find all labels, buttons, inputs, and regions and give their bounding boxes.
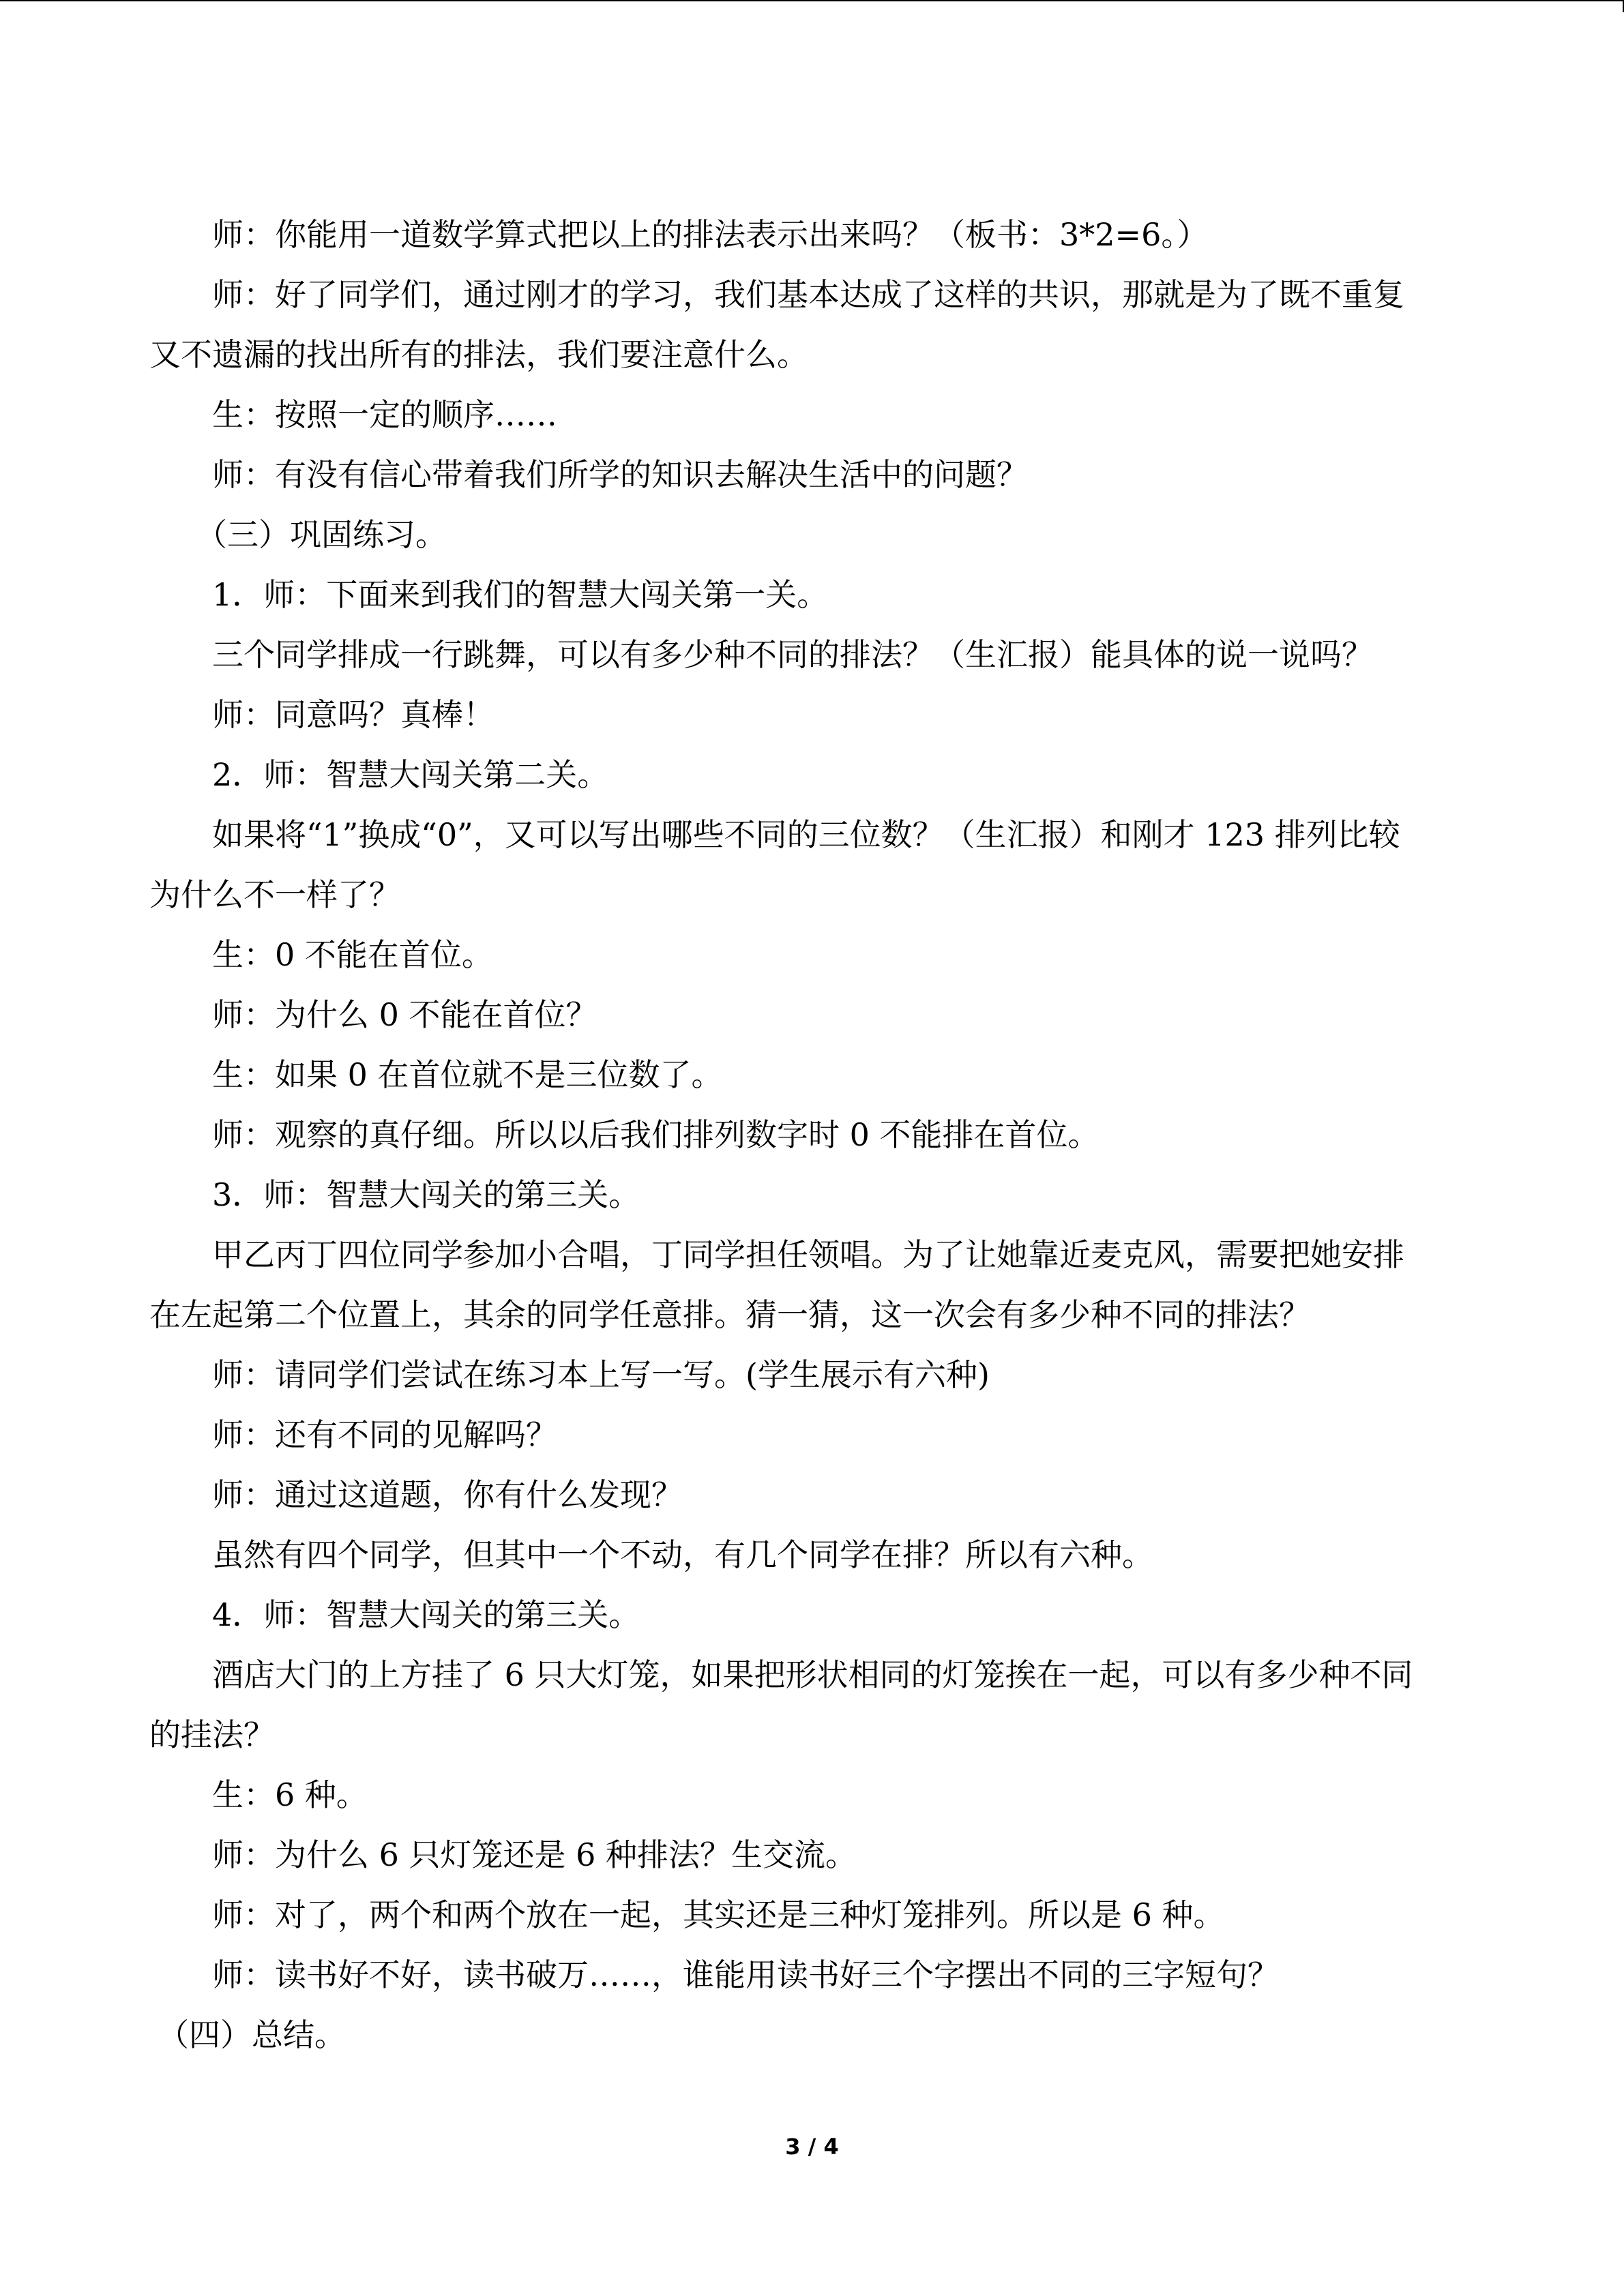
section-heading: （四）总结。 xyxy=(158,2016,346,2053)
paragraph-line: 4．师：智慧大闯关的第三关。 xyxy=(212,1596,640,1633)
paragraph-line: 1．师：下面来到我们的智慧大闯关第一关。 xyxy=(212,576,829,613)
paragraph-line: 2．师：智慧大闯关第二关。 xyxy=(212,756,609,793)
paragraph-line: 生：按照一定的顺序…… xyxy=(212,396,557,433)
top-border xyxy=(0,0,1624,1)
paragraph-line: 师：为什么 6 只灯笼还是 6 种排法？生交流。 xyxy=(212,1836,857,1873)
paragraph-line: 师：还有不同的见解吗？ xyxy=(212,1416,557,1453)
paragraph-line: 师：为什么 0 不能在首位？ xyxy=(212,996,597,1033)
paragraph-line: 师：你能用一道数学算式把以上的排法表示出来吗？（板书：3*2=6。） xyxy=(212,216,1209,253)
paragraph-line: 在左起第二个位置上，其余的同学任意排。猜一猜，这一次会有多少种不同的排法？ xyxy=(149,1296,1310,1333)
paragraph-line: 师：对了，两个和两个放在一起，其实还是三种灯笼排列。所以是 6 种。 xyxy=(212,1896,1225,1933)
paragraph-line: 师：好了同学们，通过刚才的学习，我们基本达成了这样的共识，那就是为了既不重复 xyxy=(212,276,1404,313)
paragraph-line: 生：如果 0 在首位就不是三位数了。 xyxy=(212,1056,723,1093)
paragraph-line: 又不遗漏的找出所有的排法，我们要注意什么。 xyxy=(149,336,808,373)
document-body xyxy=(149,205,1486,2065)
paragraph-line: 师：请同学们尝试在练习本上写一写。(学生展示有六种) xyxy=(212,1356,990,1393)
paragraph-line: 师：通过这道题，你有什么发现？ xyxy=(212,1476,683,1513)
section-heading: （三）巩固练习。 xyxy=(196,516,447,553)
paragraph-line: 3．师：智慧大闯关的第三关。 xyxy=(212,1176,640,1213)
paragraph-line: 三个同学排成一行跳舞，可以有多少种不同的排法？（生汇报）能具体的说一说吗？ xyxy=(212,636,1373,673)
paragraph-line: 师：同意吗？真棒！ xyxy=(212,696,494,733)
paragraph-line: 酒店大门的上方挂了 6 只大灯笼，如果把形状相同的灯笼挨在一起，可以有多少种不同 xyxy=(212,1656,1413,1693)
paragraph-line: 虽然有四个同学，但其中一个不动，有几个同学在排？所以有六种。 xyxy=(212,1536,1153,1573)
paragraph-line: 如果将“1”换成“0”，又可以写出哪些不同的三位数？（生汇报）和刚才 123 排列比较 xyxy=(212,816,1400,853)
paragraph-line: 生：6 种。 xyxy=(212,1776,368,1813)
paragraph-line: 的挂法？ xyxy=(149,1716,275,1753)
paragraph-line: 为什么不一样了？ xyxy=(149,876,400,913)
paragraph-line: 甲乙丙丁四位同学参加小合唱，丁同学担任领唱。为了让她靠近麦克风，需要把她安排 xyxy=(212,1236,1404,1273)
paragraph-line: 师：有没有信心带着我们所学的知识去解决生活中的问题？ xyxy=(212,456,1028,493)
page-number: 3 / 4 xyxy=(785,2134,839,2160)
paragraph-line: 师：读书好不好，读书破万……，谁能用读书好三个字摆出不同的三字短句？ xyxy=(212,1956,1279,1993)
paragraph-line: 师：观察的真仔细。所以以后我们排列数字时 0 不能排在首位。 xyxy=(212,1116,1099,1153)
paragraph-line: 生：0 不能在首位。 xyxy=(212,936,493,973)
